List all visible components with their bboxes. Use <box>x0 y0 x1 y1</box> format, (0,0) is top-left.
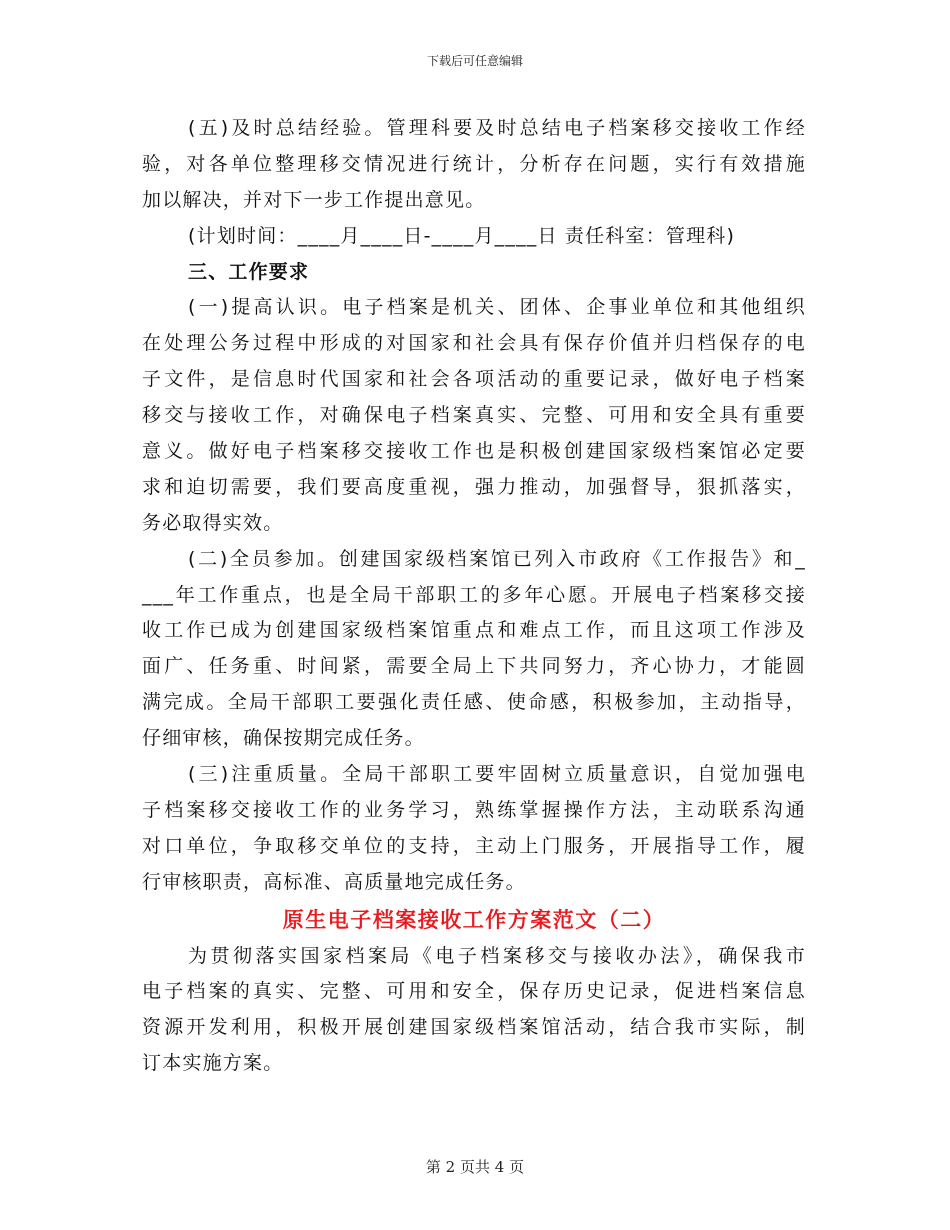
text-line: 验，对各单位整理移交情况进行统计，分析存在问题，实行有效措施 <box>142 152 806 175</box>
text-line: 订本实施方案。 <box>142 1052 284 1075</box>
text-line: (二)全员参加。创建国家级档案馆已列入市政府《工作报告》和_ <box>188 547 806 570</box>
text-line: 为贯彻落实国家档案局《电子档案移交与接收办法》，确保我市 <box>188 944 806 967</box>
page-footer: 第 2 页共 4 页 <box>425 1158 525 1176</box>
text-line: 子档案移交接收工作的业务学习，熟练掌握操作方法，主动联系沟通 <box>142 798 806 821</box>
text-line: 面广、任务重、时间紧，需要全局上下共同努力，齐心协力，才能圆 <box>142 655 806 678</box>
text-line: ___年工作重点，也是全局干部职工的多年心愿。开展电子档案移交接 <box>142 583 806 606</box>
document-body <box>142 111 806 1082</box>
page-header: 下载后可任意编辑 <box>426 54 523 68</box>
text-line: 务必取得实效。 <box>142 511 284 534</box>
document-title: 原生电子档案接收工作方案范文（二） <box>282 907 666 932</box>
text-line: 意义。做好电子档案移交接收工作也是积极创建国家级档案馆必定要 <box>142 440 806 463</box>
text-line: 加以解决，并对下一步工作提出意见。 <box>142 188 486 211</box>
text-line: 求和迫切需要，我们要高度重视，强力推动，加强督导，狠抓落实， <box>142 475 806 498</box>
text-line: 仔细审核，确保按期完成任务。 <box>142 727 425 750</box>
text-line: 对口单位，争取移交单位的支持，主动上门服务，开展指导工作，履 <box>142 834 806 857</box>
text-line: (五)及时总结经验。管理科要及时总结电子档案移交接收工作经 <box>188 117 806 139</box>
text-line: (计划时间：____月____日-____月____日 责任科室：管理科) <box>188 224 736 247</box>
text-line: (三)注重质量。全局干部职工要牢固树立质量意识，自觉加强电 <box>188 763 806 786</box>
section-heading: 三、工作要求 <box>188 260 310 283</box>
text-line: 资源开发利用，积极开展创建国家级档案馆活动，结合我市实际，制 <box>142 1016 806 1039</box>
text-line: 收工作已成为创建国家级档案馆重点和难点工作，而且这项工作涉及 <box>142 619 806 642</box>
text-line: 子文件，是信息时代国家和社会各项活动的重要记录，做好电子档案 <box>142 368 806 391</box>
text-line: 满完成。全局干部职工要强化责任感、使命感，积极参加，主动指导， <box>142 691 806 714</box>
text-line: (一)提高认识。电子档案是机关、团体、企事业单位和其他组织 <box>188 296 806 319</box>
text-line: 移交与接收工作，对确保电子档案真实、完整、可用和安全具有重要 <box>142 404 806 427</box>
text-line: 在处理公务过程中形成的对国家和社会具有保存价值并归档保存的电 <box>142 332 806 355</box>
text-line: 行审核职责，高标准、高质量地完成任务。 <box>142 870 526 893</box>
text-line: 电子档案的真实、完整、可用和安全，保存历史记录，促进档案信息 <box>142 980 806 1003</box>
